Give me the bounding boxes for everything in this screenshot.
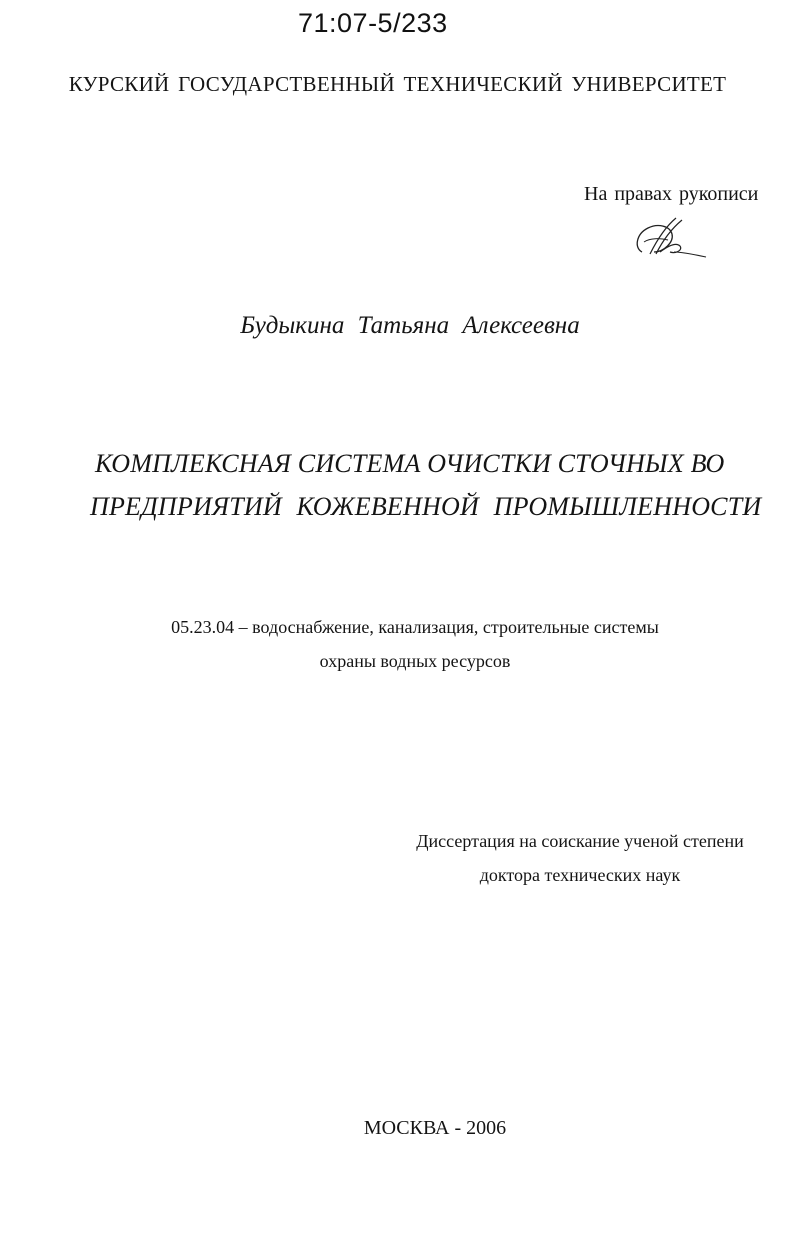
specialty-code-line-1: 05.23.04 – водоснабжение, канализация, строительные системы [171,617,659,637]
city-year: МОСКВА - 2006 [363,1117,507,1139]
thesis-title-line-1: КОМПЛЕКСНАЯ СИСТЕМА ОЧИСТКИ СТОЧНЫХ ВО [95,449,725,478]
dissertation-degree-line-1: Диссертация на соискание ученой степени [416,831,744,851]
dissertation-degree-line-2: доктора технических наук [479,865,681,885]
specialty-code-line-2: охраны водных ресурсов [319,651,511,671]
manuscript-rights-note: На правах рукописи [584,183,759,205]
author-name: Будыкина Татьяна Алексеевна [240,312,580,339]
thesis-title-line-2: ПРЕДПРИЯТИЙ КОЖЕВЕННОЙ ПРОМЫШЛЕННОСТИ [90,492,762,521]
handwritten-signature [630,212,710,266]
university-name: КУРСКИЙ ГОСУДАРСТВЕННЫЙ ТЕХНИЧЕСКИЙ УНИВЕРСИТЕТ [68,72,727,96]
archive-stamp: 71:07-5/233 [298,8,448,38]
